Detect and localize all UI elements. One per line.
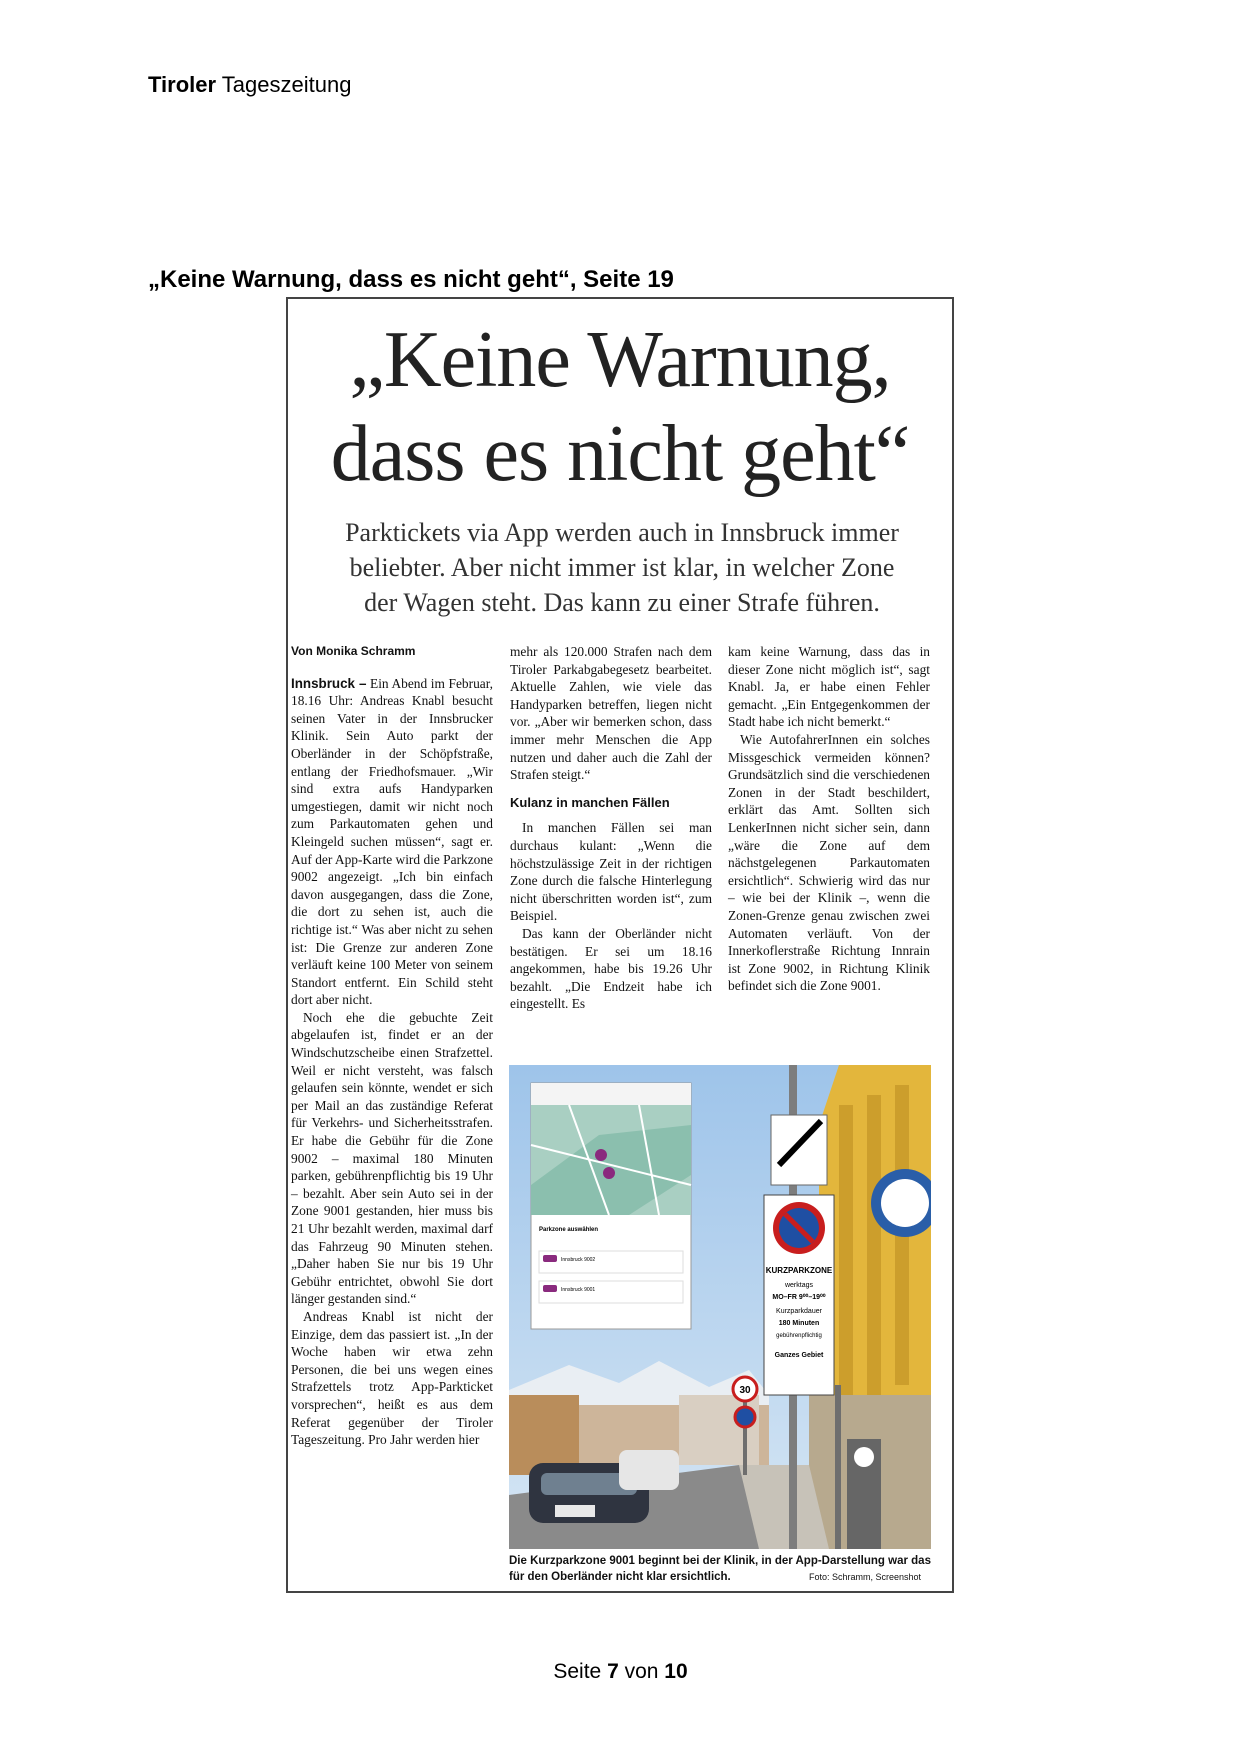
headline-line-2: dass es nicht geht“	[330, 410, 910, 498]
paragraph	[291, 675, 493, 1009]
sign-title: KURZPARKZONE	[765, 1266, 833, 1275]
article-column-1	[291, 643, 493, 1449]
photo-credit: Foto: Schramm, Screenshot	[808, 1572, 921, 1582]
deck	[294, 515, 950, 620]
byline: Von Monika Schramm	[291, 644, 416, 658]
page-footer	[0, 1660, 1241, 1684]
brand-regular: Tageszeitung	[221, 72, 352, 97]
paragraph: kam keine Warnung, dass das in dieser Zone nicht möglich ist“, sagt Knabl. Ja, er habe einen Fehler gemacht. „Ein Entgegenkommen der Stadt habe ich nicht bemerkt.“	[728, 644, 930, 730]
headline-line-1: „Keine Warnung,	[349, 316, 891, 404]
speed-limit-value: 30	[739, 1385, 751, 1396]
newspaper-clipping	[286, 297, 954, 1593]
caption-text: Die Kurzparkzone 9001 beginnt bei der Klinik, in der App-Darstellung war das für den Oberländer nicht klar ersichtlich.	[509, 1555, 931, 1583]
paragraph: In manchen Fällen sei man durchaus kulant: „Wenn die höchstzulässige Zeit in der richtigen Zone durch die falsche Hinterlegung nicht überschritten worden ist“, zum Beispiel.	[510, 820, 712, 924]
article-column-3	[728, 643, 930, 995]
headline	[288, 313, 952, 501]
sign-line-3: Kurzparkdauer	[776, 1308, 822, 1315]
app-panel-title: Parkzone auswählen	[539, 1227, 599, 1233]
footer-total-pages: 10	[664, 1660, 688, 1683]
sign-line-6: Ganzes Gebiet	[774, 1352, 824, 1359]
dateline: Innsbruck –	[291, 675, 367, 691]
paragraph-text: Ein Abend im Februar, 18.16 Uhr: Andreas Knabl besucht seinen Vater in der Innsbrucker Klinik. Sein Auto parkt der Oberländer in der Schöpfstraße, entlang der Friedhofsmauer. „Wir sind extra aufs Handyparken umgestiegen, damit wir nicht noch zum Parkautomaten gehen und Kleingeld suchen müssen“, sagt er. Auf der App-Karte wird die Parkzone 9002 angezeigt. „Ich bin einfach davon ausgegangen, dass die Zone, die dort zu sehen ist, auch die richtige ist.“ Was aber nicht zu sehen ist: Die Grenze zur anderen Zone verläuft keine 100 Meter von seinem Standort entfernt. Ein Schild steht dort aber nicht.	[291, 675, 493, 1008]
app-zone-a: Innsbruck 9002	[561, 1257, 596, 1263]
deck-line-3: der Wagen steht. Das kann zu einer Strafe führen.	[364, 588, 880, 617]
subheading: Kulanz in manchen Fällen	[510, 794, 670, 810]
deck-line-1: Parktickets via App werden auch in Innsbruck immer	[345, 518, 899, 547]
paragraph: Andreas Knabl ist nicht der Einzige, dem das passiert ist. „In der Woche haben wir etwa zehn Personen, die bei uns wegen eines Strafzettels trotz App-Parkticket vorsprechen“, heißt es aus dem Referat gegenüber der Tiroler Tageszeitung. Pro Jahr werden hier	[291, 1308, 493, 1448]
brand	[148, 72, 351, 98]
photo-caption	[509, 1553, 931, 1585]
sign-line-2: MO–FR 9⁰⁰–19⁰⁰	[772, 1294, 826, 1301]
paragraph: Wie AutofahrerInnen ein solches Missgeschick vermeiden können? Grundsätzlich sind die verschiedenen Zonen in der Stadt beschildert, erklärt das Amt. Sollten sich LenkerInnen nicht sicher sein, dann „wäre die Zone auf dem nächstgelegenen Parkautomaten ersichtlich“. Schwierig wird das nur – wie bei der Klinik –, wenn die Zonen-Grenze genau zwischen zwei Automaten verläuft. Von der Innerkoflerstraße Richtung Innrain ist Zone 9002, in Richtung Klinik befindet sich die Zone 9001.	[728, 731, 930, 994]
paragraph: mehr als 120.000 Strafen nach dem Tiroler Parkabgabegesetz bearbeitet. Aktuelle Zahlen, wie viele das Handyparken betreffen, liegen nicht vor. „Aber wir bemerken schon, dass immer mehr Menschen die App nutzen und daher auch die Zahl der Strafen steigt.“	[510, 644, 712, 783]
brand-bold: Tiroler	[148, 72, 217, 97]
paragraph: Das kann der Oberländer nicht bestätigen. Er sei um 18.16 angekommen, habe bis 19.26 Uhr bezahlt. „Die Endzeit habe ich eingestellt. Es	[510, 925, 712, 1012]
article-photo	[509, 1065, 931, 1549]
footer-current-page: 7	[607, 1660, 619, 1683]
sign-line-4: 180 Minuten	[778, 1320, 820, 1327]
footer-middle: von	[624, 1660, 659, 1683]
sign-line-1: werktags	[784, 1282, 814, 1289]
app-zone-b: Innsbruck 9001	[561, 1287, 596, 1293]
sign-line-5: gebührenpflichtig	[776, 1333, 822, 1339]
paragraph: Noch ehe die gebuchte Zeit abgelaufen ist, findet er an der Windschutzscheibe einen Strafzettel. Weil er nicht versteht, was falsch gelaufen sein könnte, wendet er sich per Mail an das zuständige Referat für Verkehrs- und Sicherheitsstrafen. Er habe die Gebühr für die Zone 9002 – maximal 180 Minuten parken, gebührenpflichtig bis 19 Uhr – bezahlt. Aber sein Auto sei in der Zone 9001 gestanden, hier muss bis 21 Uhr bezahlt werden, maximal darf das Fahrzeug 90 Minuten stehen. „Daher haben Sie nur bis 19 Uhr Gebühr entrichtet, obwohl Sie dort länger gestanden sind.“	[291, 1009, 493, 1307]
street-scene-illustration	[509, 1065, 931, 1549]
article-column-2	[510, 643, 712, 1013]
document-title: „Keine Warnung, dass es nicht geht“, Seite 19	[148, 266, 674, 293]
deck-line-2: beliebter. Aber nicht immer ist klar, in welcher Zone	[349, 553, 895, 582]
footer-prefix: Seite	[553, 1660, 602, 1683]
